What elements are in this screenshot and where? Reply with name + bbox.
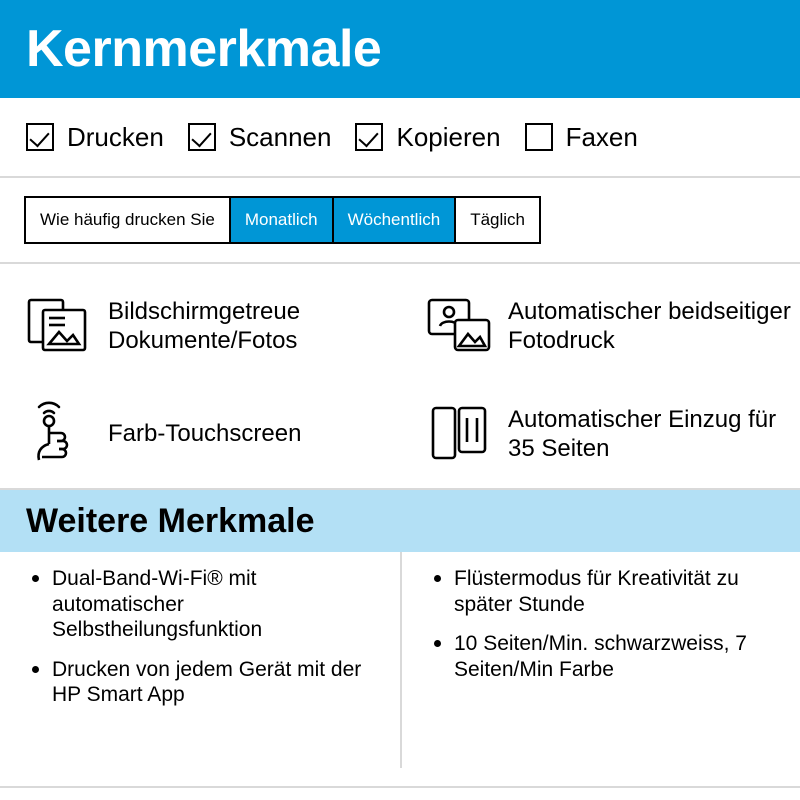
functions-row — [0, 98, 800, 178]
frequency-option-monatlich[interactable]: Monatlich — [231, 198, 334, 242]
documents-photos-icon — [22, 294, 98, 358]
page-title: Kernmerkmale — [26, 20, 382, 78]
bottom-divider — [0, 786, 800, 788]
frequency-row — [0, 178, 800, 264]
checkbox-checked-icon[interactable] — [188, 123, 216, 151]
checkbox-unchecked-icon[interactable] — [525, 123, 553, 151]
bullets-right-column — [400, 552, 800, 768]
frequency-option-woechentlich[interactable]: Wöchentlich — [334, 198, 457, 242]
feature-text: Farb-Touchscreen — [108, 420, 302, 448]
feature-document-feeder — [400, 380, 800, 488]
secondary-band — [0, 490, 800, 552]
function-drucken[interactable] — [26, 122, 164, 153]
duplex-photo-print-icon — [422, 294, 498, 358]
list-item: Dual-Band-Wi-Fi® mit automatischer Selbstheilungsfunktion — [30, 566, 386, 643]
feature-documents-photos — [0, 272, 400, 380]
document-feeder-icon — [422, 402, 498, 466]
function-scannen[interactable] — [188, 122, 332, 153]
feature-touchscreen — [0, 380, 400, 488]
function-label: Faxen — [565, 121, 638, 152]
list-item: 10 Seiten/Min. schwarzweiss, 7 Seiten/Min Farbe — [432, 631, 786, 682]
function-label: Drucken — [67, 121, 164, 152]
frequency-question: Wie häufig drucken Sie — [26, 198, 231, 242]
frequency-option-taeglich[interactable]: Täglich — [456, 198, 539, 242]
feature-text: Bildschirmgetreue Dokumente/Fotos — [108, 297, 301, 354]
touchscreen-icon — [22, 399, 98, 469]
checkbox-checked-icon[interactable] — [355, 123, 383, 151]
secondary-title: Weitere Merkmale — [26, 501, 315, 540]
list-item: Flüstermodus für Kreativität zu später Stunde — [432, 566, 786, 617]
features-grid — [0, 264, 800, 490]
bullets-section — [0, 552, 800, 768]
feature-duplex-photo-print — [400, 272, 800, 380]
frequency-segmented-control[interactable] — [24, 196, 541, 244]
bullets-left-column — [0, 552, 400, 768]
function-label: Kopieren — [396, 121, 501, 152]
function-kopieren[interactable] — [355, 122, 500, 153]
function-faxen[interactable] — [525, 122, 638, 153]
list-item: Drucken von jedem Gerät mit der HP Smart App — [30, 657, 386, 708]
feature-text: Automatischer Einzug für 35 Seiten — [508, 405, 777, 462]
feature-text: Automatischer beidseitiger Fotodruck — [508, 297, 791, 354]
function-label: Scannen — [228, 121, 332, 152]
checkbox-checked-icon[interactable] — [26, 123, 54, 151]
header-band — [0, 0, 800, 98]
